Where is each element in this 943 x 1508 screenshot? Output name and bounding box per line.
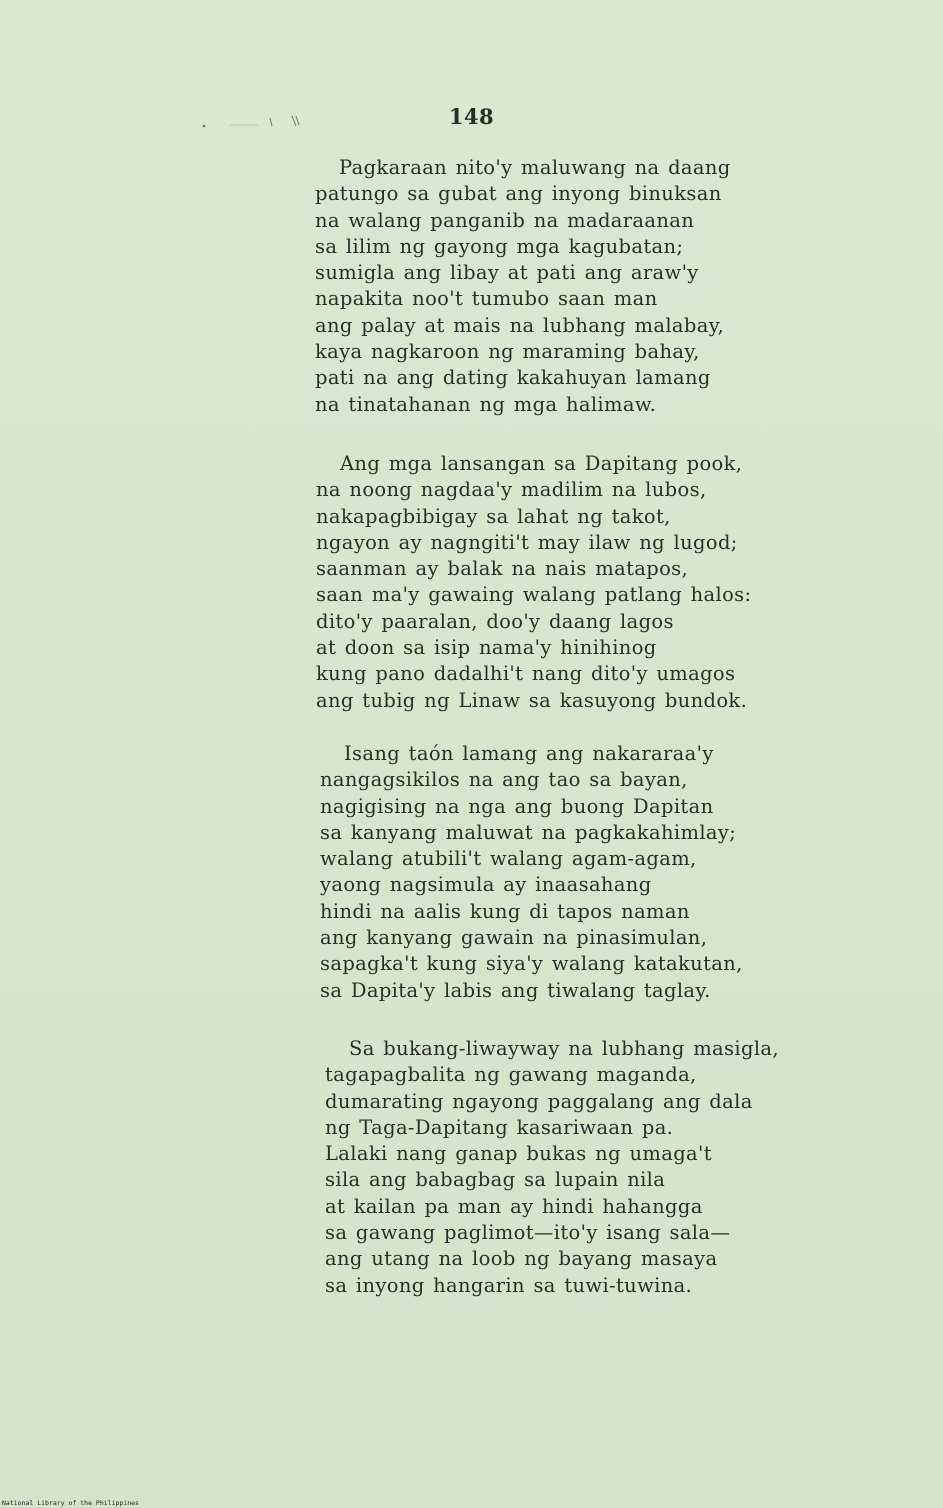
poem-stanza-1 xyxy=(315,155,731,418)
poem-line: sapagka't kung siya'y walang katakutan, xyxy=(320,952,743,976)
poem-line: ang tubig ng Linaw sa kasuyong bundok. xyxy=(316,688,748,712)
poem-line: dumarating ngayong paggalang ang dala xyxy=(325,1089,753,1113)
poem-line: Ang mga lansangan sa Dapitang pook, xyxy=(340,452,743,475)
poem-line: sa gawang paglimot—ito'y isang sala— xyxy=(325,1221,731,1245)
poem-line: sila ang babagbag sa lupain nila xyxy=(325,1168,666,1192)
poem-line: na noong nagdaa'y madilim na lubos, xyxy=(316,478,707,502)
poem-line: yaong nagsimula ay inaasahang xyxy=(320,873,652,897)
poem-line: ang palay at mais na lubhang malabay, xyxy=(315,313,725,337)
poem-stanza-4 xyxy=(325,1036,779,1299)
poem-line: Lalaki nang ganap bukas ng umaga't xyxy=(325,1142,712,1166)
poem-line: sa Dapita'y labis ang tiwalang taglay. xyxy=(320,978,711,1002)
poem-line: nakapagbibigay sa lahat ng takot, xyxy=(316,504,671,528)
poem-line: dito'y paaralan, doo'y daang lagos xyxy=(316,609,674,633)
poem-line: ang utang na loob ng bayang masaya xyxy=(325,1247,718,1271)
poem-line: Sa bukang-liwayway na lubhang masigla, xyxy=(349,1037,779,1060)
poem-line: na tinatahanan ng mga halimaw. xyxy=(315,392,657,416)
poem-line: patungo sa gubat ang inyong binuksan xyxy=(315,182,722,206)
poem-stanza-3 xyxy=(320,741,743,1004)
page-number: 148 xyxy=(448,104,495,129)
poem-line: ng Taga-Dapitang kasariwaan pa. xyxy=(325,1115,674,1139)
poem-line: Pagkaraan nito'y maluwang na daang xyxy=(339,156,731,179)
poem-line: tagapagbalita ng gawang maganda, xyxy=(325,1063,697,1087)
poem-line: kaya nagkaroon ng maraming bahay, xyxy=(315,340,700,364)
poem-line: ang kanyang gawain na pinasimulan, xyxy=(320,926,708,950)
poem-line: sa inyong hangarin sa tuwi-tuwina. xyxy=(325,1273,693,1297)
poem-line: Isang taón lamang ang nakararaa'y xyxy=(344,742,714,765)
poem-line: ngayon ay nagngiti't may ilaw ng lugod; xyxy=(316,530,738,554)
library-credit: National Library of the Philippines xyxy=(2,1499,139,1507)
poem-line: sumigla ang libay at pati ang araw'y xyxy=(315,261,699,285)
poem-line: hindi na aalis kung di tapos naman xyxy=(320,899,690,923)
poem-line: at doon sa isip nama'y hinihinog xyxy=(316,636,657,660)
poem-line: sa lilim ng gayong mga kagubatan; xyxy=(315,234,684,258)
poem-line: at kailan pa man ay hindi hahangga xyxy=(325,1194,703,1218)
poem-line: walang atubili't walang agam-agam, xyxy=(320,847,697,871)
poem-line: nangagsikilos na ang tao sa bayan, xyxy=(320,768,688,792)
poem-line: sa kanyang maluwat na pagkakahimlay; xyxy=(320,820,737,844)
poem-line: napakita noo't tumubo saan man xyxy=(315,287,658,311)
poem-line: nagigising na nga ang buong Dapitan xyxy=(320,794,714,818)
poem-line: pati na ang dating kakahuyan lamang xyxy=(315,366,711,390)
poem-line: saan ma'y gawaing walang patlang halos: xyxy=(316,583,752,607)
poem-line: saanman ay balak na nais matapos, xyxy=(316,557,689,581)
poem-line: na walang panganib na madaraanan xyxy=(315,208,695,232)
poem-line: kung pano dadalhi't nang dito'y umagos xyxy=(316,662,736,686)
poem-stanza-2 xyxy=(316,451,751,714)
